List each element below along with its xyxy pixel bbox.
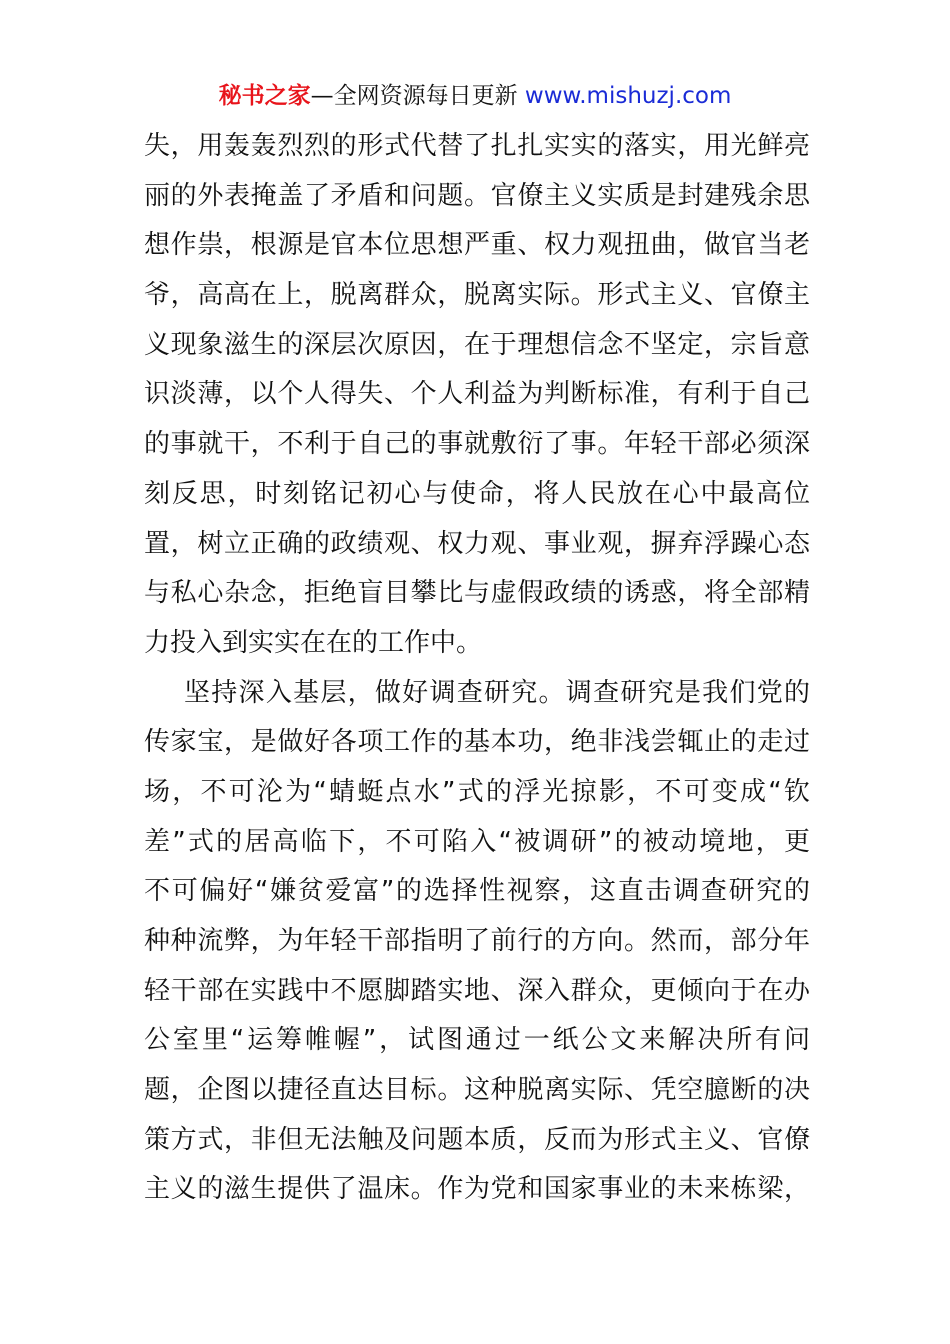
text-line: 题，企图以捷径直达目标。这种脱离实际、凭空臆断的决 — [144, 1075, 810, 1106]
text-line: 想作祟，根源是官本位思想严重、权力观扭曲，做官当老 — [144, 230, 810, 261]
text-line: 与私心杂念，拒绝盲目攀比与虚假政绩的诱惑，将全部精 — [144, 578, 810, 609]
header-tagline: —全网资源每日更新 — [310, 83, 518, 109]
text-line: 的事就干，不利于自己的事就敷衍了事。年轻干部必须深 — [144, 429, 810, 460]
text-line: 力投入到实实在在的工作中。 — [144, 627, 483, 658]
paragraph-1 — [144, 122, 810, 669]
text-line: 爷，高高在上，脱离群众，脱离实际。形式主义、官僚主 — [144, 280, 810, 311]
text-line: 场，不可沦为“蜻蜓点水”式的浮光掠影，不可变成“钦 — [144, 776, 810, 807]
site-url[interactable]: www.mishuzj.com — [524, 83, 732, 109]
text-line: 坚持深入基层，做好调查研究。调查研究是我们党的 — [184, 677, 810, 708]
text-line: 传家宝，是做好各项工作的基本功，绝非浅尝辄止的走过 — [144, 727, 810, 758]
text-line: 主义的滋生提供了温床。作为党和国家事业的未来栋梁， — [144, 1174, 810, 1205]
brand-name: 秘书之家 — [218, 83, 311, 109]
text-line: 丽的外表掩盖了矛盾和问题。官僚主义实质是封建残余思 — [144, 180, 810, 211]
text-line: 识淡薄，以个人得失、个人利益为判断标准，有利于自己 — [144, 379, 810, 410]
text-line: 义现象滋生的深层次原因，在于理想信念不坚定，宗旨意 — [144, 329, 810, 360]
text-line: 公室里“运筹帷幄”，试图通过一纸公文来解决所有问 — [144, 1025, 810, 1056]
text-line: 置，树立正确的政绩观、权力观、事业观，摒弃浮躁心态 — [144, 528, 810, 559]
text-line: 轻干部在实践中不愿脚踏实地、深入群众，更倾向于在办 — [144, 975, 810, 1006]
paragraph-2 — [144, 669, 810, 1216]
page-header — [0, 80, 950, 112]
text-line: 种种流弊，为年轻干部指明了前行的方向。然而，部分年 — [144, 926, 810, 956]
text-line: 策方式，非但无法触及问题本质，反而为形式主义、官僚 — [144, 1124, 810, 1155]
document-body — [144, 122, 810, 1215]
text-line: 不可偏好“嫌贫爱富”的选择性视察，这直击调查研究的 — [144, 876, 810, 907]
text-line: 刻反思，时刻铭记初心与使命，将人民放在心中最高位 — [144, 478, 810, 509]
text-line: 差”式的居高临下，不可陷入“被调研”的被动境地，更 — [144, 826, 810, 857]
text-line: 失，用轰轰烈烈的形式代替了扎扎实实的落实，用光鲜亮 — [144, 131, 810, 161]
